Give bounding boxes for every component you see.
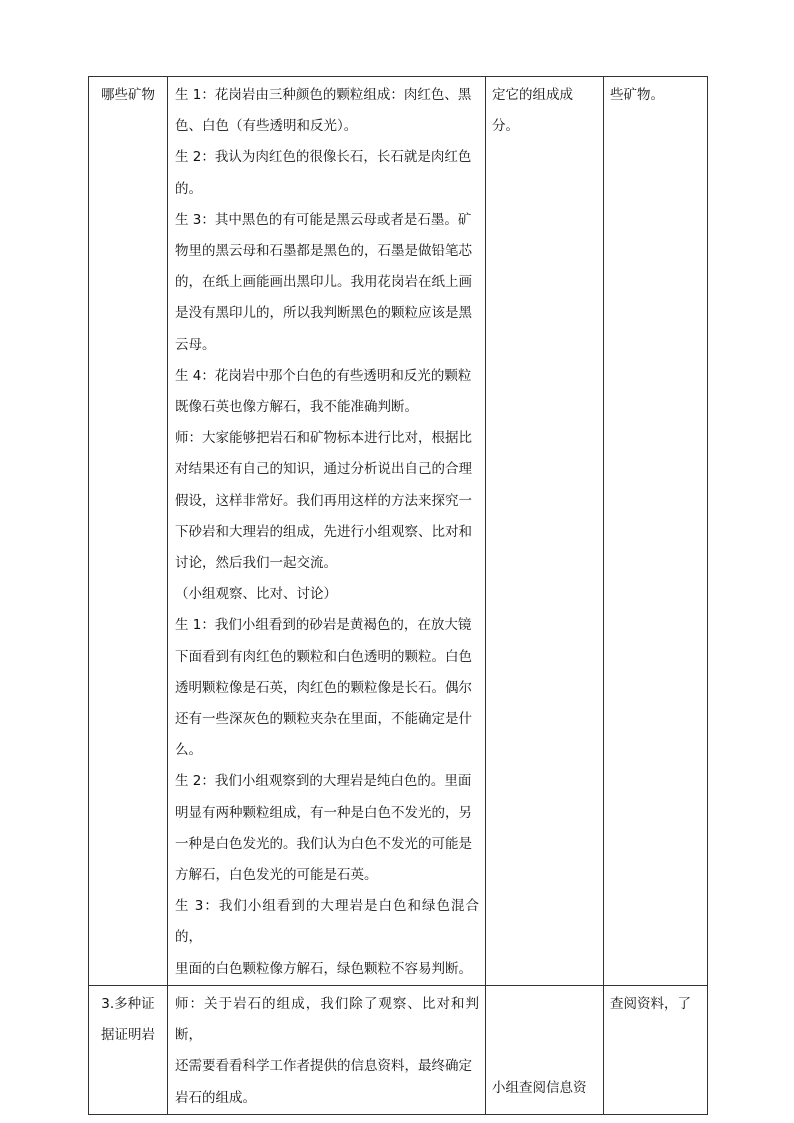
dialogue-line: 方解石，白色发光的可能是石英。 (175, 867, 378, 884)
dialogue-line: 云母。 (175, 336, 216, 353)
dialogue-line: 生 3：我们小组看到的大理岩是白色和绿色混合的， (175, 898, 479, 946)
design-intent-text: 查阅资料，了 (610, 995, 691, 1012)
dialogue-line: 既像石英也像方解石，我不能准确判断。 (175, 399, 418, 416)
dialogue-line: 是没有黑印儿的，所以我判断黑色的颗粒应该是黑 (175, 305, 472, 322)
dialogue-line: 明显有两种颗粒组成，有一种是白色不发光的，另 (175, 804, 472, 821)
student-activity-cell (486, 985, 604, 1114)
dialogue-line: 透明颗粒像是石英，肉红色的颗粒像是长石。偶尔 (175, 679, 472, 696)
dialogue-line: 还有一些深灰色的颗粒夹杂在里面，不能确定是什 (175, 711, 472, 728)
student-activity-cell (486, 77, 604, 986)
stage-cell (89, 985, 168, 1114)
stage-label: 3.多种证 (101, 995, 155, 1012)
dialogue-line: 师：关于岩石的组成，我们除了观察、比对和判断， (175, 995, 479, 1044)
dialogue-line: 色、白色（有些透明和反光）。 (175, 118, 358, 135)
dialogue-line: 里面的白色颗粒像方解石，绿色颗粒不容易判断。 (175, 960, 472, 977)
design-intent-cell (604, 77, 708, 986)
dialogue-line: 生 4：花岗岩中那个白色的有些透明和反光的颗粒 (175, 367, 472, 384)
dialogue-line: 还需要看看科学工作者提供的信息资料，最终确定 (175, 1058, 472, 1075)
dialogue-line: 岩石的组成。 (175, 1089, 256, 1106)
design-intent-text: 些矿物。 (610, 87, 664, 103)
dialogue-text (175, 80, 479, 985)
dialogue-line: 生 2：我认为肉红色的很像长石，长石就是肉红色 (175, 149, 472, 166)
student-activity-text: 小组查阅信息资 (492, 1079, 587, 1096)
table-row (89, 77, 708, 986)
dialogue-cell (168, 985, 486, 1114)
dialogue-line: 下砂岩和大理岩的组成，先进行小组观察、比对和 (175, 523, 472, 540)
dialogue-line: 么。 (175, 742, 202, 759)
dialogue-line: 的。 (175, 180, 202, 197)
dialogue-line: 生 2：我们小组观察到的大理岩是纯白色的。里面 (175, 773, 472, 790)
dialogue-line: 生 1：花岗岩由三种颜色的颗粒组成：肉红色、黑 (175, 87, 472, 103)
stage-cell (89, 77, 168, 986)
dialogue-line: 物里的黑云母和石墨都是黑色的，石墨是做铅笔芯 (175, 243, 472, 260)
student-activity-text: 定它的组成成分。 (492, 87, 573, 134)
dialogue-line: 对结果还有自己的知识，通过分析说出自己的合理 (175, 461, 472, 478)
dialogue-line: 假设，这样非常好。我们再用这样的方法来探究一 (175, 492, 472, 509)
dialogue-line: （小组观察、比对、讨论） (175, 586, 337, 603)
lesson-plan-table (88, 76, 708, 1115)
table-row (89, 985, 708, 1114)
stage-label: 据证明岩 (101, 1026, 155, 1043)
dialogue-line: 生 3：其中黑色的有可能是黑云母或者是石墨。矿 (175, 211, 472, 228)
dialogue-line: 下面看到有肉红色的颗粒和白色透明的颗粒。白色 (175, 648, 472, 665)
dialogue-line: 生 1：我们小组看到的砂岩是黄褐色的，在放大镜 (175, 617, 472, 634)
dialogue-cell (168, 77, 486, 986)
dialogue-line: 的，在纸上画能画出黑印儿。我用花岗岩在纸上画 (175, 274, 472, 291)
dialogue-line: 一种是白色发光的。我们认为白色不发光的可能是 (175, 835, 472, 852)
dialogue-text (175, 989, 479, 1114)
stage-label: 哪些矿物 (101, 87, 155, 103)
dialogue-line: 师：大家能够把岩石和矿物标本进行比对，根据比 (175, 430, 472, 447)
design-intent-cell (604, 985, 708, 1114)
dialogue-line: 讨论，然后我们一起交流。 (175, 555, 337, 572)
